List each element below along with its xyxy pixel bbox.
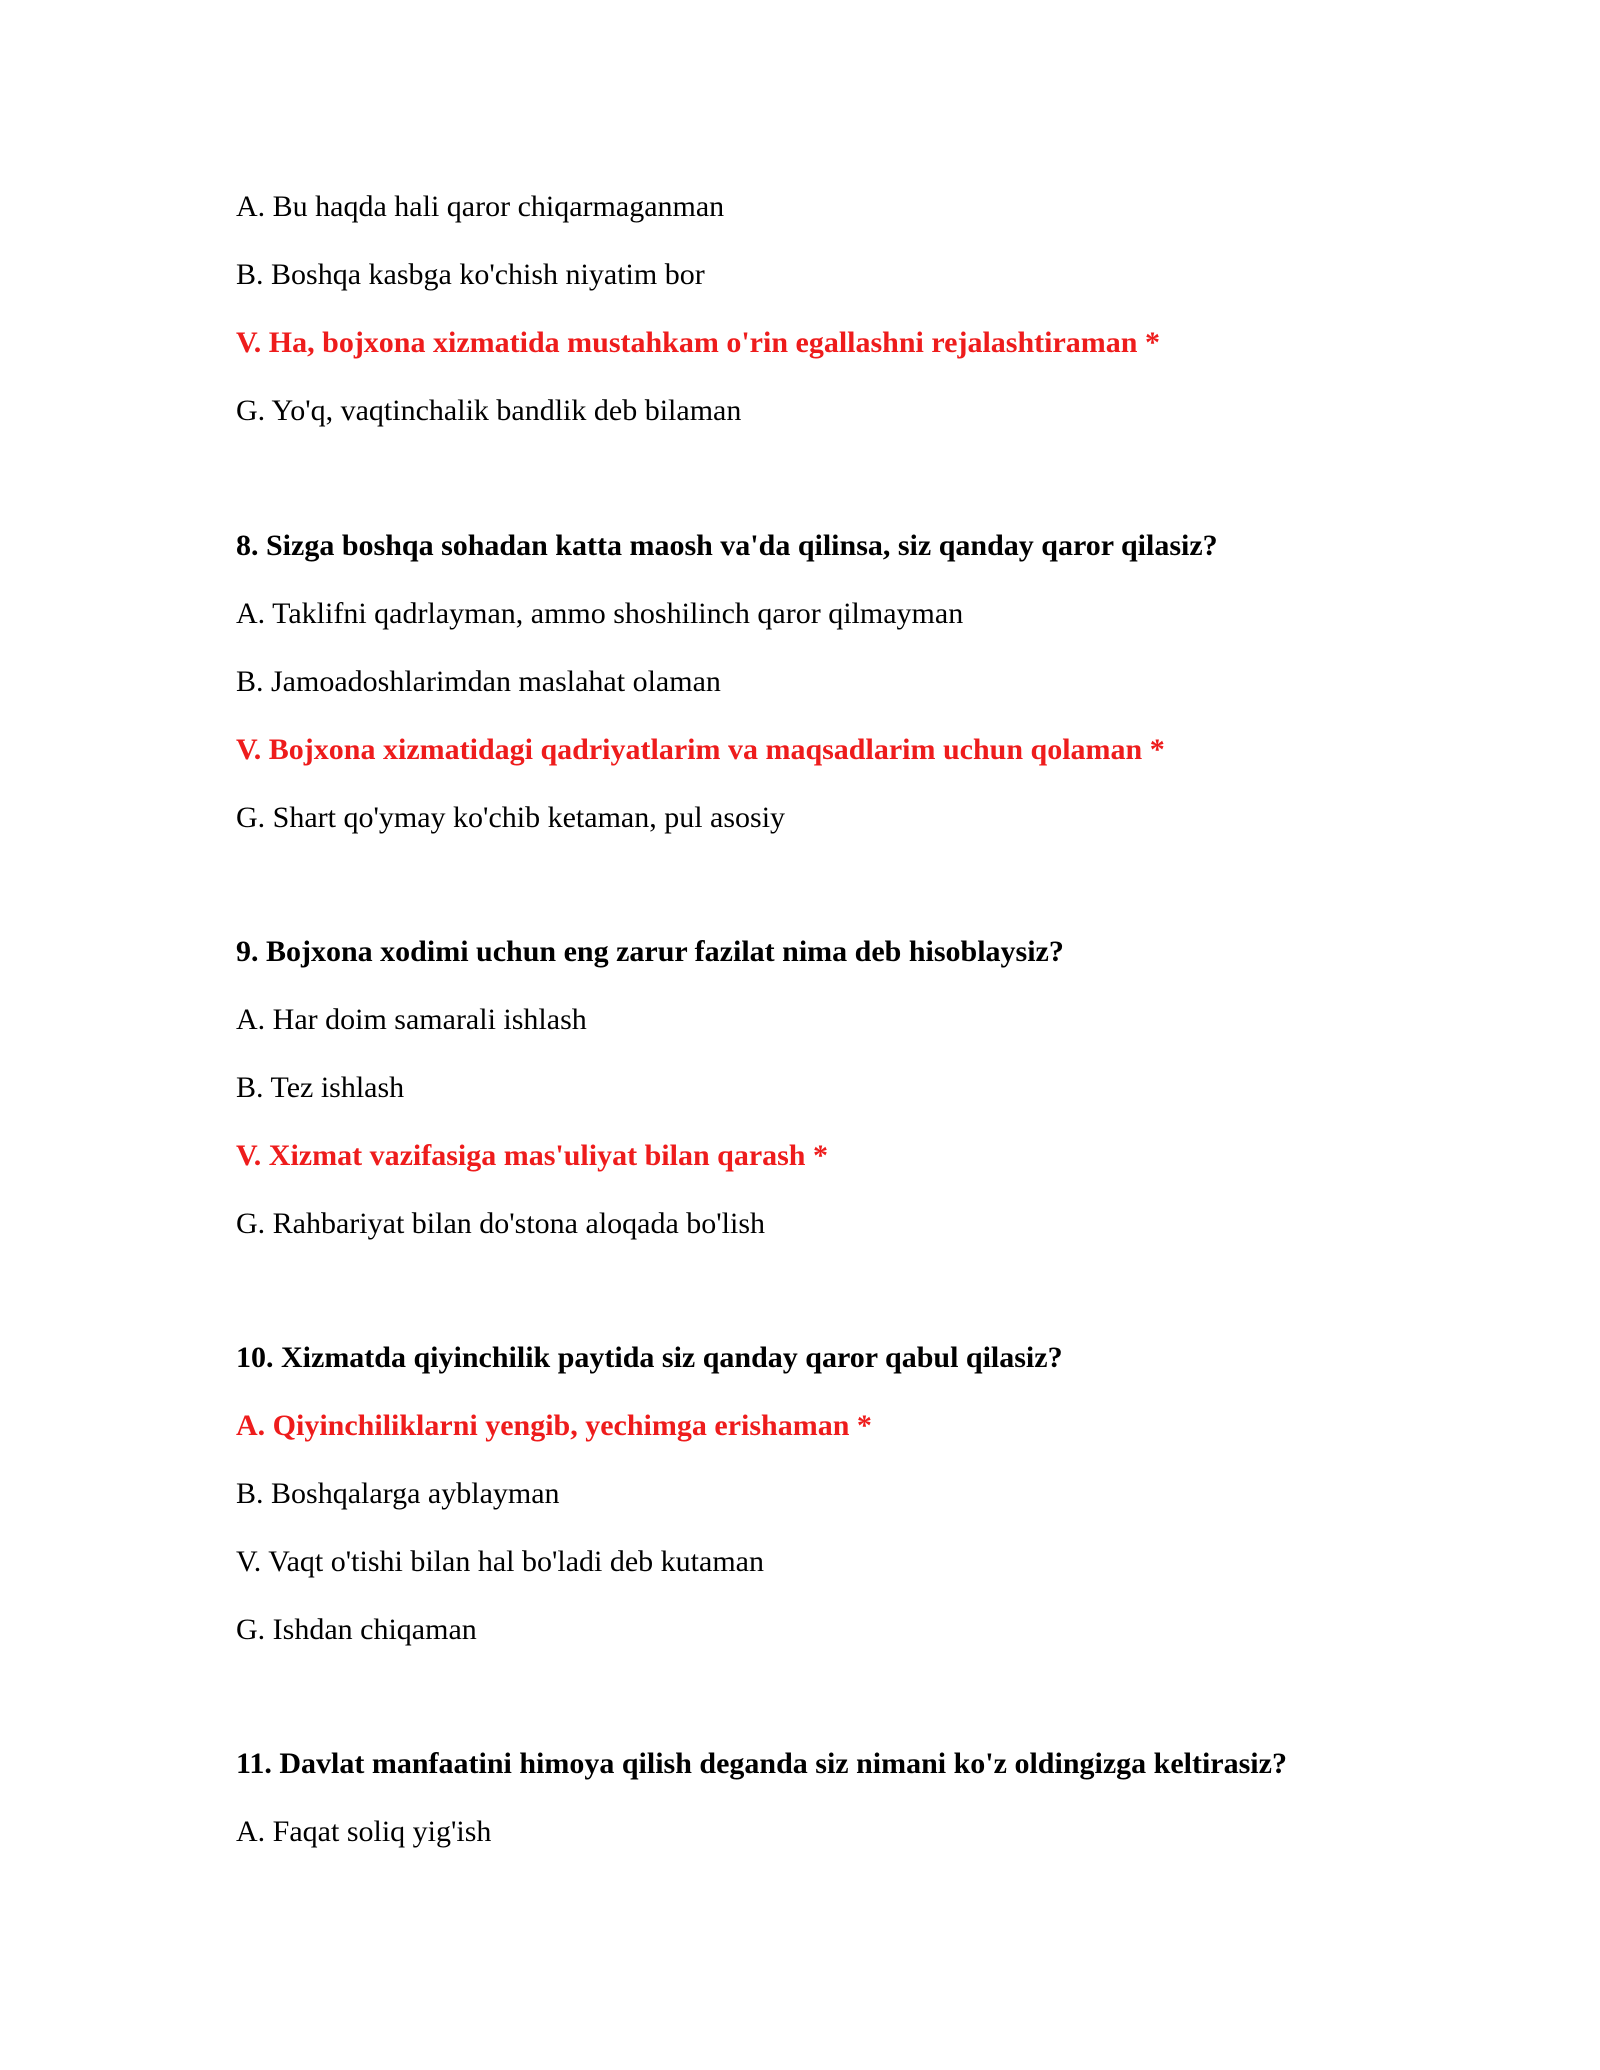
q8-option-b: B. Jamoadoshlarimdan maslahat olaman: [236, 665, 721, 698]
q7-option-v-correct: V. Ha, bojxona xizmatida mustahkam o'rin egallashni rejalashtiraman *: [236, 326, 1160, 359]
q10-option-v: V. Vaqt o'tishi bilan hal bo'ladi deb kutaman: [236, 1545, 764, 1578]
q10-option-a-correct: A. Qiyinchiliklarni yengib, yechimga erishaman *: [236, 1409, 872, 1442]
q10-option-b: B. Boshqalarga ayblayman: [236, 1477, 560, 1510]
q8-option-a: A. Taklifni qadrlayman, ammo shoshilinch qaror qilmayman: [236, 597, 964, 630]
q7-option-b: B. Boshqa kasbga ko'chish niyatim bor: [236, 258, 705, 291]
q8-option-v-correct: V. Bojxona xizmatidagi qadriyatlarim va maqsadlarim uchun qolaman *: [236, 733, 1165, 766]
q9-option-a: A. Har doim samarali ishlash: [236, 1003, 587, 1036]
q9-option-g: G. Rahbariyat bilan do'stona aloqada bo'lish: [236, 1207, 766, 1240]
q7-option-g: G. Yo'q, vaqtinchalik bandlik deb bilaman: [236, 394, 742, 427]
q9-question: 9. Bojxona xodimi uchun eng zarur fazilat nima deb hisoblaysiz?: [236, 935, 1064, 968]
q10-option-g: G. Ishdan chiqaman: [236, 1613, 477, 1646]
q8-question: 8. Sizga boshqa sohadan katta maosh va'da qilinsa, siz qanday qaror qilasiz?: [236, 529, 1218, 562]
q9-option-b: B. Tez ishlash: [236, 1071, 405, 1104]
q11-question: 11. Davlat manfaatini himoya qilish deganda siz nimani ko'z oldingizga keltirasiz?: [236, 1747, 1287, 1780]
q7-option-a: A. Bu haqda hali qaror chiqarmaganman: [236, 190, 725, 223]
q10-question: 10. Xizmatda qiyinchilik paytida siz qanday qaror qabul qilasiz?: [236, 1341, 1063, 1374]
q9-option-v-correct: V. Xizmat vazifasiga mas'uliyat bilan qarash *: [236, 1139, 828, 1172]
q11-option-a: A. Faqat soliq yig'ish: [236, 1815, 492, 1848]
q8-option-g: G. Shart qo'ymay ko'chib ketaman, pul asosiy: [236, 801, 786, 834]
